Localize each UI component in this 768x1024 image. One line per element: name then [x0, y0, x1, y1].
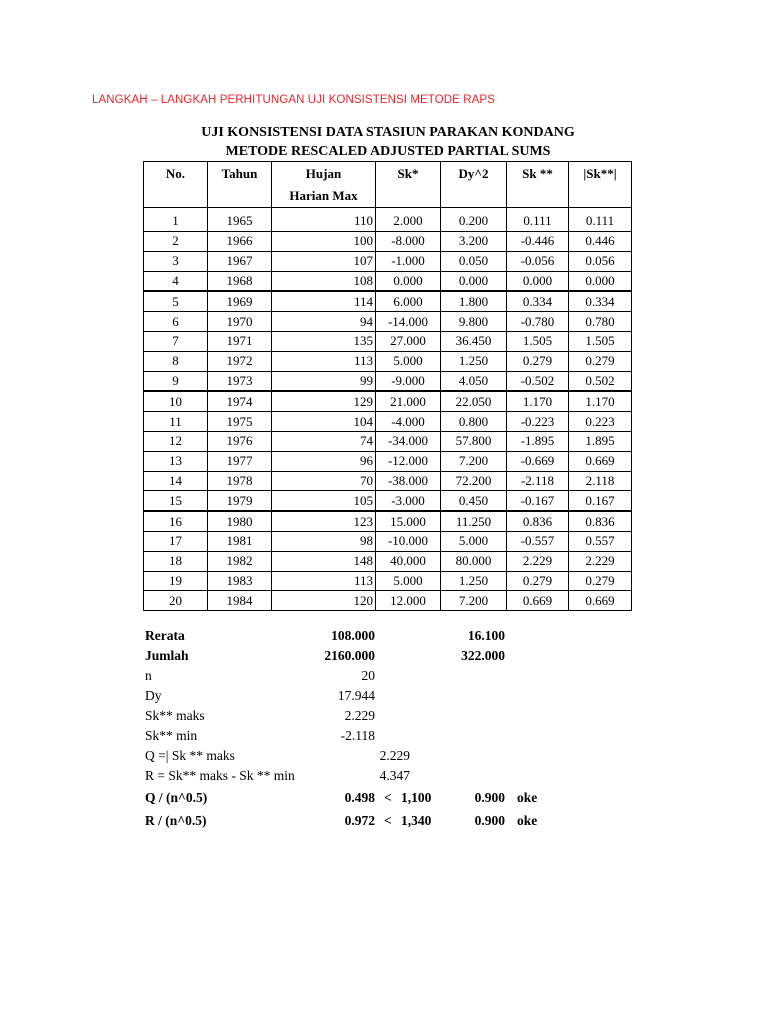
- cell-abs-sk: 0.279: [569, 571, 632, 591]
- cell-abs-sk: 1.505: [569, 331, 632, 351]
- cell-sk-star: -1.000: [376, 251, 441, 271]
- col-tahun-header: Tahun: [208, 162, 272, 208]
- cell-sk-dstar: 1.505: [507, 331, 569, 351]
- cell-abs-sk: 0.056: [569, 251, 632, 271]
- cell-sk-dstar: -0.167: [507, 491, 569, 511]
- cell-no: 5: [144, 291, 208, 311]
- cell-abs-sk: 0.223: [569, 412, 632, 432]
- cell-abs-sk: 0.446: [569, 232, 632, 252]
- cell-no: 15: [144, 491, 208, 511]
- cell-abs-sk: 0.167: [569, 491, 632, 511]
- cell-sk-star: -9.000: [376, 371, 441, 391]
- cell-dy2: 0.200: [441, 208, 507, 232]
- cell-tahun: 1981: [208, 531, 272, 551]
- cell-sk-star: -34.000: [376, 431, 441, 451]
- cell-tahun: 1968: [208, 271, 272, 291]
- cell-dy2: 1.250: [441, 571, 507, 591]
- cell-no: 3: [144, 251, 208, 271]
- cell-hujan: 105: [272, 491, 376, 511]
- cell-hujan: 96: [272, 451, 376, 471]
- cell-tahun: 1969: [208, 291, 272, 311]
- cell-hujan: 114: [272, 291, 376, 311]
- cell-sk-star: -8.000: [376, 232, 441, 252]
- table-row: [144, 551, 632, 571]
- summary-r: R = Sk** maks - Sk ** min 4.347: [145, 768, 410, 783]
- cell-tahun: 1967: [208, 251, 272, 271]
- cell-abs-sk: 0.279: [569, 351, 632, 371]
- cell-hujan: 100: [272, 232, 376, 252]
- cell-sk-dstar: -0.669: [507, 451, 569, 471]
- cell-dy2: 0.450: [441, 491, 507, 511]
- cell-sk-dstar: 0.334: [507, 291, 569, 311]
- table-row: [144, 491, 632, 511]
- summary-q: Q =| Sk ** maks 2.229: [145, 748, 410, 763]
- cell-no: 20: [144, 591, 208, 611]
- cell-no: 12: [144, 431, 208, 451]
- cell-sk-dstar: 0.111: [507, 208, 569, 232]
- cell-dy2: 1.250: [441, 351, 507, 371]
- cell-abs-sk: 0.669: [569, 451, 632, 471]
- table-row: [144, 331, 632, 351]
- cell-dy2: 0.050: [441, 251, 507, 271]
- cell-no: 13: [144, 451, 208, 471]
- summary-n: n 20: [145, 668, 375, 683]
- cell-tahun: 1970: [208, 312, 272, 332]
- cell-abs-sk: 0.836: [569, 511, 632, 531]
- cell-tahun: 1980: [208, 511, 272, 531]
- cell-dy2: 0.800: [441, 412, 507, 432]
- table-row: [144, 511, 632, 531]
- cell-abs-sk: 0.780: [569, 312, 632, 332]
- cell-sk-dstar: -0.223: [507, 412, 569, 432]
- cell-dy2: 0.000: [441, 271, 507, 291]
- cell-tahun: 1978: [208, 471, 272, 491]
- cell-sk-star: -12.000: [376, 451, 441, 471]
- cell-sk-dstar: -2.118: [507, 471, 569, 491]
- table-row: [144, 451, 632, 471]
- cell-sk-star: 6.000: [376, 291, 441, 311]
- cell-dy2: 22.050: [441, 391, 507, 411]
- cell-sk-star: 5.000: [376, 351, 441, 371]
- cell-sk-star: 0.000: [376, 271, 441, 291]
- cell-hujan: 110: [272, 208, 376, 232]
- cell-hujan: 123: [272, 511, 376, 531]
- cell-abs-sk: 0.669: [569, 591, 632, 611]
- cell-tahun: 1971: [208, 331, 272, 351]
- cell-no: 7: [144, 331, 208, 351]
- col-hujan-header: Hujan Harian Max: [272, 162, 376, 208]
- cell-hujan: 113: [272, 571, 376, 591]
- cell-dy2: 7.200: [441, 451, 507, 471]
- summary-skmaks: Sk** maks 2.229: [145, 708, 375, 723]
- col-no-header: No.: [144, 162, 208, 208]
- cell-sk-dstar: -0.056: [507, 251, 569, 271]
- cell-sk-star: -4.000: [376, 412, 441, 432]
- cell-sk-star: 5.000: [376, 571, 441, 591]
- cell-no: 10: [144, 391, 208, 411]
- cell-tahun: 1973: [208, 371, 272, 391]
- cell-dy2: 1.800: [441, 291, 507, 311]
- cell-hujan: 98: [272, 531, 376, 551]
- cell-hujan: 135: [272, 331, 376, 351]
- table-row: [144, 431, 632, 451]
- summary-block: [145, 628, 605, 833]
- cell-sk-star: 27.000: [376, 331, 441, 351]
- cell-sk-dstar: 0.279: [507, 351, 569, 371]
- cell-hujan: 129: [272, 391, 376, 411]
- cell-tahun: 1983: [208, 571, 272, 591]
- summary-qn: Q / (n^0.5) 0.498 < 1,100 0.900 oke: [145, 790, 538, 805]
- header-row: [144, 162, 632, 208]
- cell-hujan: 107: [272, 251, 376, 271]
- cell-sk-star: 15.000: [376, 511, 441, 531]
- cell-sk-dstar: -1.895: [507, 431, 569, 451]
- cell-hujan: 70: [272, 471, 376, 491]
- cell-no: 6: [144, 312, 208, 332]
- table-row: [144, 312, 632, 332]
- cell-abs-sk: 1.895: [569, 431, 632, 451]
- cell-hujan: 113: [272, 351, 376, 371]
- cell-hujan: 108: [272, 271, 376, 291]
- cell-tahun: 1979: [208, 491, 272, 511]
- cell-hujan: 94: [272, 312, 376, 332]
- cell-sk-star: 2.000: [376, 208, 441, 232]
- cell-hujan: 148: [272, 551, 376, 571]
- cell-sk-dstar: 0.279: [507, 571, 569, 591]
- summary-jumlah: Jumlah 2160.000 322.000: [145, 648, 505, 663]
- table-row: [144, 371, 632, 391]
- cell-tahun: 1974: [208, 391, 272, 411]
- cell-dy2: 9.800: [441, 312, 507, 332]
- cell-dy2: 3.200: [441, 232, 507, 252]
- summary-rerata: Rerata 108.000 16.100: [145, 628, 505, 643]
- cell-sk-star: -3.000: [376, 491, 441, 511]
- table-row: [144, 571, 632, 591]
- cell-dy2: 5.000: [441, 531, 507, 551]
- cell-no: 9: [144, 371, 208, 391]
- cell-abs-sk: 1.170: [569, 391, 632, 411]
- col-sk-dstar-header: Sk **: [507, 162, 569, 208]
- cell-sk-dstar: -0.446: [507, 232, 569, 252]
- cell-no: 2: [144, 232, 208, 252]
- table-row: [144, 251, 632, 271]
- summary-skmin: Sk** min -2.118: [145, 728, 375, 743]
- table-row: [144, 531, 632, 551]
- cell-no: 11: [144, 412, 208, 432]
- cell-no: 18: [144, 551, 208, 571]
- summary-rn: R / (n^0.5) 0.972 < 1,340 0.900 oke: [145, 813, 538, 828]
- cell-no: 14: [144, 471, 208, 491]
- col-abs-sk-header: |Sk**|: [569, 162, 632, 208]
- cell-abs-sk: 0.111: [569, 208, 632, 232]
- table-subtitle: METODE RESCALED ADJUSTED PARTIAL SUMS: [225, 144, 551, 159]
- cell-sk-dstar: 2.229: [507, 551, 569, 571]
- cell-sk-star: 12.000: [376, 591, 441, 611]
- cell-tahun: 1984: [208, 591, 272, 611]
- cell-no: 4: [144, 271, 208, 291]
- cell-hujan: 120: [272, 591, 376, 611]
- cell-dy2: 57.800: [441, 431, 507, 451]
- cell-tahun: 1966: [208, 232, 272, 252]
- cell-abs-sk: 0.000: [569, 271, 632, 291]
- cell-sk-dstar: 0.836: [507, 511, 569, 531]
- cell-no: 1: [144, 208, 208, 232]
- cell-dy2: 80.000: [441, 551, 507, 571]
- col-sk-star-header: Sk*: [376, 162, 441, 208]
- cell-dy2: 72.200: [441, 471, 507, 491]
- cell-tahun: 1976: [208, 431, 272, 451]
- table-row: [144, 351, 632, 371]
- cell-tahun: 1972: [208, 351, 272, 371]
- table-title: UJI KONSISTENSI DATA STASIUN PARAKAN KONDANG: [201, 125, 575, 140]
- cell-tahun: 1982: [208, 551, 272, 571]
- table-row: [144, 291, 632, 311]
- cell-sk-star: 40.000: [376, 551, 441, 571]
- cell-sk-dstar: 0.669: [507, 591, 569, 611]
- table-row: [144, 391, 632, 411]
- cell-abs-sk: 2.118: [569, 471, 632, 491]
- col-dy2-header: Dy^2: [441, 162, 507, 208]
- table-row: [144, 271, 632, 291]
- table-row: [144, 412, 632, 432]
- cell-sk-star: 21.000: [376, 391, 441, 411]
- table-row: [144, 591, 632, 611]
- cell-sk-dstar: -0.557: [507, 531, 569, 551]
- cell-dy2: 36.450: [441, 331, 507, 351]
- cell-hujan: 99: [272, 371, 376, 391]
- cell-tahun: 1975: [208, 412, 272, 432]
- cell-no: 17: [144, 531, 208, 551]
- cell-sk-star: -10.000: [376, 531, 441, 551]
- cell-dy2: 4.050: [441, 371, 507, 391]
- cell-sk-star: -38.000: [376, 471, 441, 491]
- table-row: [144, 208, 632, 232]
- cell-sk-dstar: -0.502: [507, 371, 569, 391]
- cell-abs-sk: 0.502: [569, 371, 632, 391]
- cell-sk-dstar: 0.000: [507, 271, 569, 291]
- cell-no: 8: [144, 351, 208, 371]
- page-heading: LANGKAH – LANGKAH PERHITUNGAN UJI KONSISTENSI METODE RAPS: [92, 94, 495, 106]
- cell-tahun: 1977: [208, 451, 272, 471]
- cell-hujan: 74: [272, 431, 376, 451]
- cell-dy2: 11.250: [441, 511, 507, 531]
- raps-table: [143, 161, 632, 611]
- cell-abs-sk: 2.229: [569, 551, 632, 571]
- summary-dy: Dy 17.944: [145, 688, 375, 703]
- cell-tahun: 1965: [208, 208, 272, 232]
- cell-no: 19: [144, 571, 208, 591]
- cell-abs-sk: 0.557: [569, 531, 632, 551]
- cell-dy2: 7.200: [441, 591, 507, 611]
- cell-sk-dstar: 1.170: [507, 391, 569, 411]
- table-row: [144, 471, 632, 491]
- cell-hujan: 104: [272, 412, 376, 432]
- table-row: [144, 232, 632, 252]
- cell-no: 16: [144, 511, 208, 531]
- cell-sk-star: -14.000: [376, 312, 441, 332]
- cell-abs-sk: 0.334: [569, 291, 632, 311]
- cell-sk-dstar: -0.780: [507, 312, 569, 332]
